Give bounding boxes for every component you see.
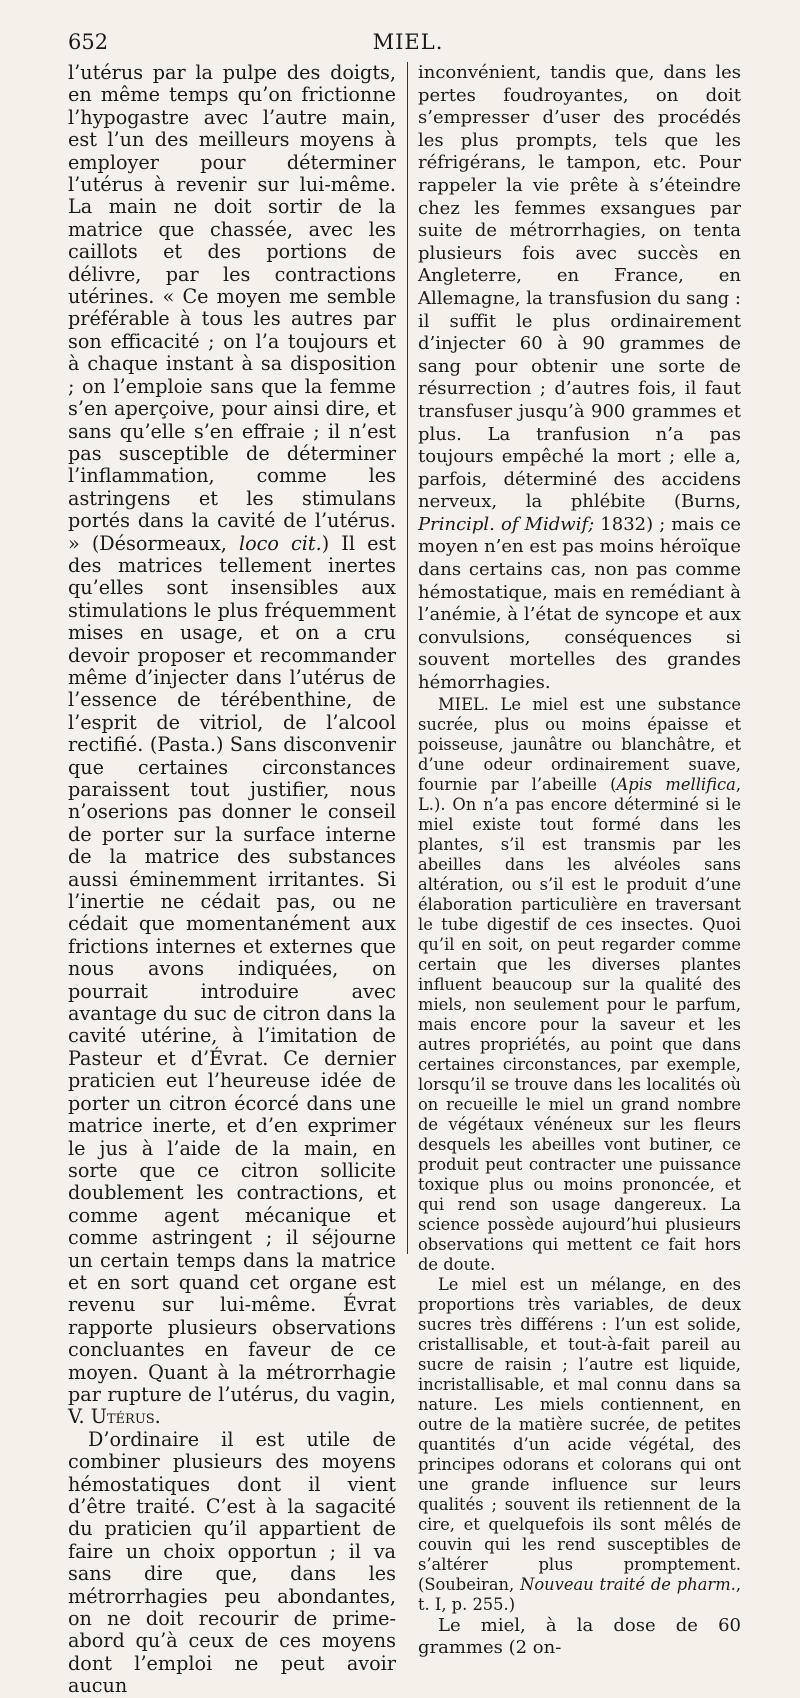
right-paragraph-4: Le miel, à la dose de 60 grammes (2 on-: [418, 1614, 741, 1659]
right-p3-text: Le miel est un mélange, en des proportions très variables, de deux sucres très différens : l’un est solide, cristallisable, et tout-à-fait pareil au sucre de raisin ; l’autre est liquide, incristallisable, et mal connu dans sa nature. Les miels contiennent, en outre de la matière sucrée, de petites quantités d’un acide végétal, des principes odorans et colorans qui ont une grande influence sur leurs qualités ; souvent ils retiennent de la cire, et quelquefois ils sont mêlés de couvin qui les rend susceptibles de s’altérer plus promptement. (Soubeiran,: [418, 1274, 741, 1594]
left-paragraph-2: D’ordinaire il est utile de combiner plusieurs des moyens hémostatiques dont il vient d’être traité. C’est à la sagacité du praticien qu’il appartient de faire un choix opportun ; il va sans dire que, dans les métrorrhagies peu abondantes, on ne doit recourir de prime-abord qu’à ceux de ces moyens dont l’emploi ne peut avoir aucun: [68, 1427, 396, 1698]
left-column: [68, 62, 396, 1698]
right-p1-citation: Principl. of Midwif;: [418, 513, 595, 535]
column-divider: [407, 62, 408, 1254]
right-p3-citation: Nouveau traité de pharm.: [520, 1574, 736, 1594]
running-title: MIEL.: [372, 30, 444, 54]
left-p1-text: l’utérus par la pulpe des doigts, en même temps qu’on frictionne l’hypogastre avec l’autre main, est l’un des meilleurs moyens à employer pour déterminer l’utérus à revenir sur lui-même. La main ne doit sortir de la matrice que chassée, avec les caillots et des portions de délivre, par les contractions utérines. « Ce moyen me semble préférable à tous les autres par son efficacité ; on l’a toujours et à chaque instant à sa disposition ; on l’emploie sans que la femme s’en aperçoive, pour ainsi dire, et sans qu’elle s’en effraie ; il n’est pas susceptible de déterminer l’inflammation, comme les astringens et les stimulans portés dans la cavité de l’utérus. » (Désormeaux,: [68, 61, 396, 555]
left-p1-citation: loco cit.: [238, 531, 322, 555]
right-p3-text-continued: , t. I, p. 255.): [418, 1574, 742, 1614]
right-p2-text: MIEL. Le miel est une substance sucrée, plus ou moins épaisse et poisseuse, jaunâtre ou blanchâtre, et d’une odeur ordinairement suave, fournie par l’abeille (: [418, 694, 741, 794]
right-p1-text: inconvénient, tandis que, dans les pertes foudroyantes, on doit s’empresser d’user des procédés les plus prompts, tels que les réfrigérans, le tampon, etc. Pour rappeler la vie prête à s’éteindre chez les femmes exsangues par suite de métrorrhagies, on tenta plusieurs fois avec succès en Angleterre, en France, en Allemagne, la transfusion du sang : il suffit le plus ordinairement d’injecter 60 à 90 grammes de sang pour obtenir une sorte de résurrection ; d’autres fois, il faut transfuser jusqu’à 900 grammes et plus. La tranfusion n’a pas toujours empêché la mort ; elle a, parfois, déterminé des accidens nerveux, la phlébite (Burns,: [418, 62, 741, 513]
right-paragraph-3: [418, 1275, 741, 1615]
right-column: [418, 62, 741, 1660]
right-paragraph-miel: [418, 695, 741, 1275]
right-p1-text-continued: 1832) ; mais ce moyen n’en est pas moins héroïque dans certains cas, non pas comme hémostatique, mais en remédiant à l’anémie, à l’état de syncope et aux convulsions, conséquences si souvent mortelles des grandes hémorrhagies.: [418, 513, 742, 694]
left-p1-cross-reference: V. Utérus.: [68, 1405, 161, 1429]
left-p1-text-continued: ) Il est des matrices tellement inertes qu’elles sont insensibles aux stimulations le plus fréquemment mises en usage, et on a cru devoir proposer et recommander même d’injecter dans l’utérus de l’essence de térébenthine, de l’esprit de vitriol, de l’alcool rectifié. (Pasta.) Sans disconvenir que certaines circonstances paraissent tout justifier, nous n’oserions pas donner le conseil de porter sur la surface interne de la matrice des substances aussi éminemment irritantes. Si l’inertie ne cédait pas, ou ne cédait que momentanément aux frictions internes et externes que nous avons indiquées, on pourrait introduire avec avantage du suc de citron dans la cavité utérine, à l’imitation de Pasteur et d’Évrat. Ce dernier praticien eut l’heureuse idée de porter un citron écorcé dans une matrice inerte, et d’en exprimer le jus à l’aide de la main, en sorte que ce citron sollicite doublement les contractions, et comme agent mécanique et comme astringent ; il séjourne un certain temps dans la matrice et en sort quand cet organe est revenu sur lui-même. Évrat rapporte plusieurs observations concluantes en faveur de ce moyen. Quant à la métrorrhagie par rupture de l’utérus, du vagin,: [68, 531, 397, 1406]
left-paragraph-1: [68, 62, 396, 1429]
page-number: 652: [68, 30, 109, 54]
right-paragraph-1: [418, 62, 741, 695]
right-p2-text-continued: , L.). On n’a pas encore déterminé si le miel existe tout formé dans les plantes, s’il est transmis par les abeilles dans les alvéoles sans altération, ou s’il est le produit d’une élaboration particulière en traversant le tube digestif de ces insectes. Quoi qu’il en soit, on peut regarder comme certain que les diverses plantes influent beaucoup sur la qualité des miels, non seulement pour le parfum, mais encore pour la saveur et les autres propriétés, au point que dans certaines circonstances, par exemple, lorsqu’il se trouve dans les localités où on recueille le miel un grand nombre de végétaux vénéneux sur les fleurs desquels les abeilles vont butiner, ce produit peut contracter une puissance toxique plus ou moins prononcée, et qui rend son usage dangereux. La science possède aujourd’hui plusieurs observations qui mettent ce fait hors de doute.: [418, 774, 741, 1274]
page-header: [68, 30, 748, 58]
right-p2-species: Apis mellifica: [616, 774, 736, 794]
